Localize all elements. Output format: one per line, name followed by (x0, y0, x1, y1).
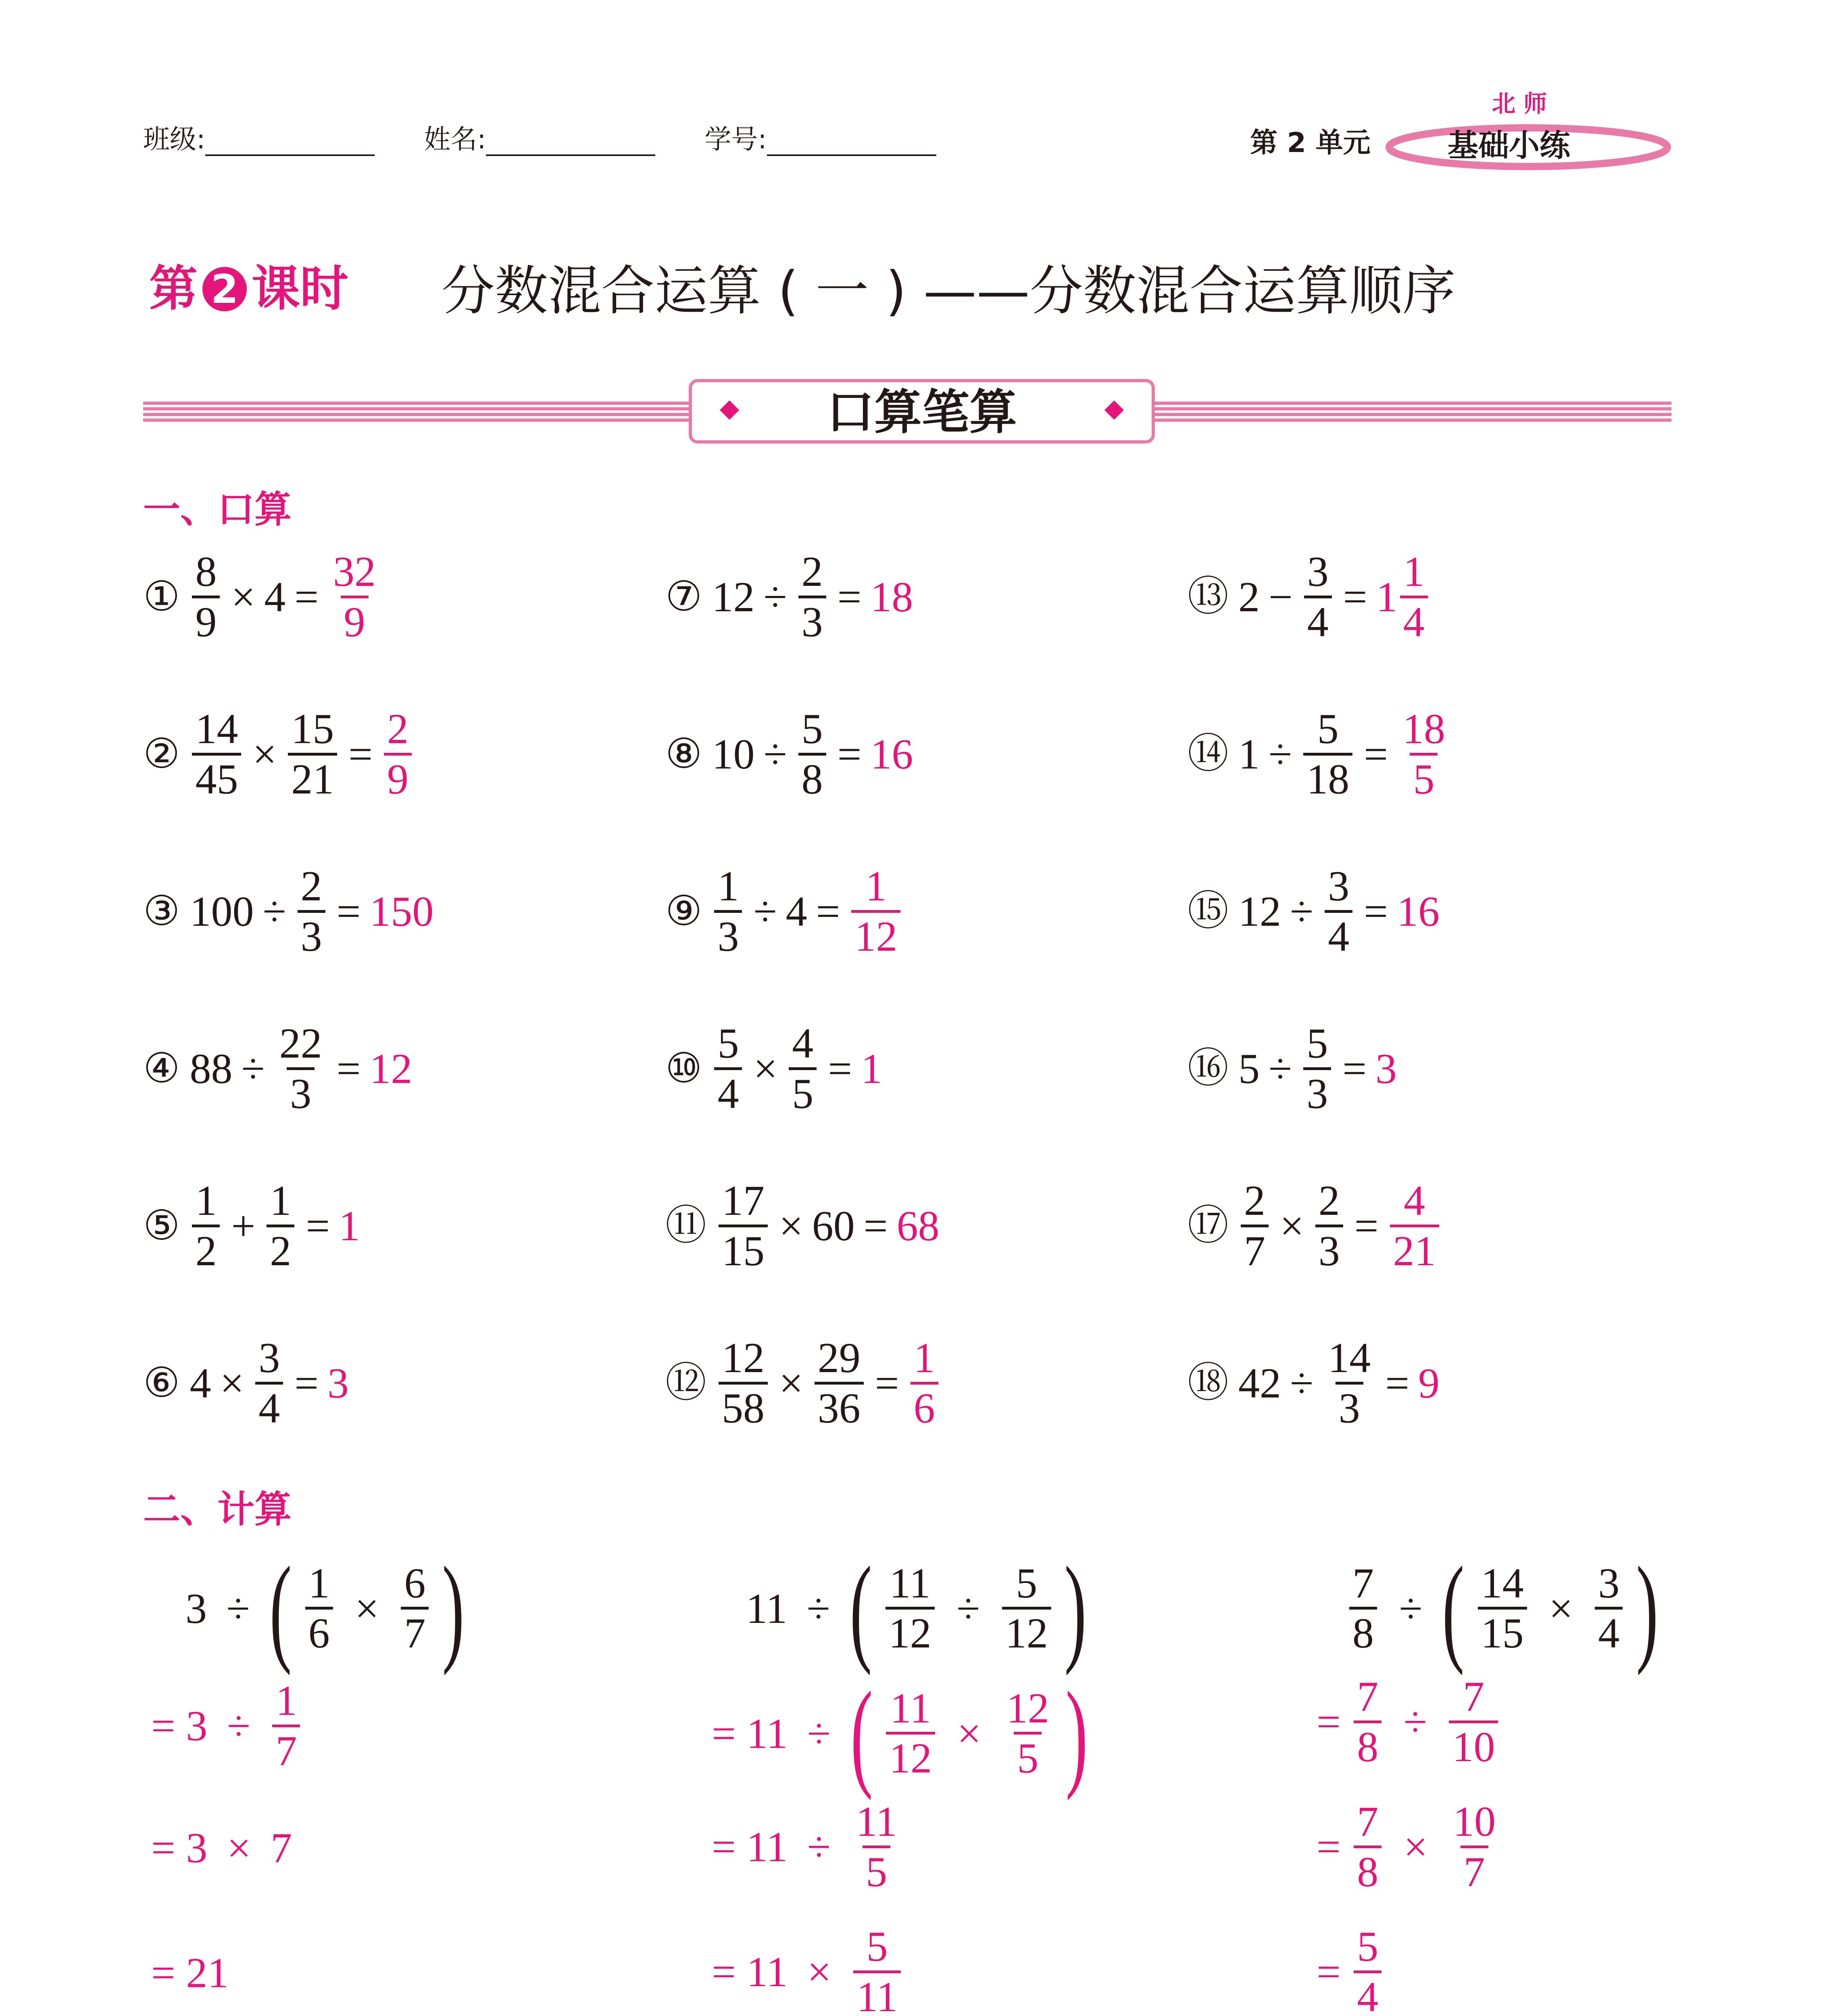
fraction (192, 1177, 220, 1275)
denominator: 2 (192, 1225, 220, 1275)
denominator: 5 (789, 1067, 817, 1118)
operator: × (779, 1202, 803, 1250)
fraction: $\frac{1}{6}$ (305, 1560, 333, 1658)
denominator: 6 (910, 1382, 938, 1433)
denominator: 21 (288, 753, 337, 804)
numerator: 29 (817, 1334, 860, 1381)
equals: = (336, 1045, 361, 1093)
fraction: $\frac{7}{8}$ (1354, 1798, 1381, 1896)
problem-number: ② (143, 731, 180, 777)
denominator: 3 (1303, 1067, 1331, 1118)
lesson-pre: 第 (149, 261, 198, 317)
operator: ÷ (763, 573, 787, 621)
oral-problem (665, 548, 913, 646)
denominator: 45 (192, 753, 241, 804)
operator: − (1269, 573, 1293, 621)
lesson-number (149, 250, 348, 319)
fraction (719, 1335, 768, 1432)
fraction (798, 706, 826, 803)
numerator: 1 (717, 862, 739, 910)
fraction (910, 1335, 938, 1432)
header-fields (143, 118, 936, 156)
equals: = (294, 1360, 319, 1407)
id-label: 学号: (704, 124, 767, 155)
fraction (298, 863, 325, 960)
denominator: 4 (714, 1067, 742, 1118)
numerator: 4 (792, 1020, 814, 1067)
calc-2-step-1: = 11 ÷ ( $\frac{11}{12}$ × $\frac{12}{5}$ ) (712, 1667, 1088, 1801)
fraction (815, 1335, 864, 1432)
problem-number: ⑫ (665, 1360, 706, 1406)
right-paren: ) (1636, 1542, 1658, 1676)
calc-3-step-2: = $\frac{7}{8}$ × $\frac{10}{7}$ (1317, 1798, 1501, 1896)
diamond-icon (720, 400, 739, 420)
lesson-post: 课时 (252, 261, 348, 317)
equals: = (828, 1045, 852, 1093)
oral-problem (143, 1177, 360, 1275)
problem-number: ⑩ (665, 1046, 702, 1092)
operand: 4 (190, 1360, 211, 1407)
numerator: 1 (865, 862, 887, 910)
answer (381, 705, 414, 803)
equals: = (306, 1202, 330, 1250)
oral-problem (1188, 706, 1451, 803)
oral-problem (143, 706, 414, 803)
problem-number: ⑰ (1188, 1203, 1229, 1249)
operator: × (1280, 1202, 1304, 1250)
problem-number: ④ (143, 1046, 180, 1092)
numerator: 1 (270, 1177, 292, 1224)
operator: × (220, 1360, 244, 1407)
fraction (192, 548, 220, 646)
denominator: 18 (1303, 753, 1352, 804)
right-paren: ) (442, 1542, 465, 1676)
problem-number: ⑮ (1188, 889, 1229, 935)
numerator: 1 (913, 1334, 935, 1381)
answer: 3 (327, 1360, 349, 1407)
equals: = (837, 731, 862, 778)
operator: ÷ (263, 888, 286, 935)
answer: 1 (861, 1045, 883, 1093)
numerator: 2 (300, 862, 322, 910)
equals: = (1364, 731, 1388, 778)
class-blank[interactable] (205, 130, 375, 156)
operator: ÷ (763, 731, 787, 778)
fraction (1303, 1020, 1331, 1118)
fraction: $\frac{11}{12}$ (886, 1685, 935, 1783)
operator: × (355, 1585, 379, 1632)
equals: = (816, 888, 840, 935)
unit-label: 第 2 单元 (1250, 127, 1371, 159)
calc-2-problem: 11 ÷ ( $\frac{11}{12}$ ÷ $\frac{5}{12}$ ) (746, 1542, 1087, 1676)
denominator: 3 (287, 1067, 315, 1118)
operator: ÷ (241, 1045, 265, 1093)
denominator: 3 (714, 910, 742, 961)
numerator: 1 (1403, 548, 1425, 595)
fraction: $\frac{12}{5}$ (1006, 1684, 1049, 1782)
fraction (255, 1335, 283, 1432)
fraction (288, 706, 337, 803)
numerator: 8 (195, 548, 217, 595)
right-paren: ) (1065, 1667, 1088, 1801)
name-blank[interactable] (486, 130, 655, 156)
fraction (267, 1177, 294, 1275)
numerator: 3 (1328, 862, 1350, 910)
problem-number: ③ (143, 889, 180, 935)
operand: 3 (185, 1585, 207, 1632)
denominator: 12 (851, 910, 900, 961)
numerator: 14 (1328, 1334, 1371, 1381)
problem-number: ⑱ (1188, 1360, 1229, 1406)
banner-box (689, 379, 1155, 444)
denominator: 21 (1390, 1225, 1439, 1275)
answer: 1 (1376, 573, 1398, 621)
denominator: 4 (1400, 596, 1428, 646)
operand: 100 (190, 888, 254, 935)
denominator: 4 (1325, 910, 1352, 961)
diamond-icon (1104, 400, 1124, 420)
answer: 68 (896, 1202, 940, 1250)
fraction (851, 863, 900, 960)
left-paren: ( (269, 1542, 292, 1676)
problem-number: ⑬ (1188, 574, 1229, 620)
numerator: 4 (1404, 1177, 1425, 1224)
calc-3-step-3: = $\frac{5}{4}$ (1317, 1923, 1384, 2016)
numerator: 2 (1318, 1177, 1340, 1224)
fraction: $\frac{5}{4}$ (1354, 1923, 1381, 2016)
numerator: 2 (1244, 1177, 1265, 1224)
left-paren: ( (1442, 1542, 1465, 1676)
equals: = (863, 1202, 888, 1250)
equals: = (837, 573, 862, 621)
calc-1-problem (185, 1542, 465, 1676)
operand: 60 (812, 1202, 855, 1250)
fraction (1390, 1177, 1439, 1275)
equals: = (1364, 888, 1388, 935)
problem-number: ⑧ (665, 731, 702, 777)
operand: 5 (1238, 1045, 1260, 1093)
fraction (714, 863, 742, 960)
oral-problem (1188, 548, 1430, 646)
answer: 3 (1375, 1045, 1397, 1093)
fraction: $\frac{5}{12}$ (1002, 1560, 1051, 1658)
denominator: 9 (192, 596, 220, 646)
fraction (1325, 1335, 1374, 1432)
numerator: 5 (1306, 1020, 1328, 1067)
left-paren: ( (850, 1667, 873, 1801)
denominator: 9 (384, 753, 412, 804)
fraction (330, 548, 379, 646)
equals: = (1354, 1202, 1379, 1250)
fraction: $\frac{3}{4}$ (1595, 1560, 1623, 1658)
operand: 12 (1238, 888, 1281, 935)
equals: = (1342, 1045, 1367, 1093)
fraction (192, 706, 241, 803)
calc-1-step-1: = 3 ÷ $\frac{1}{7}$ (151, 1677, 302, 1775)
operand: 4 (264, 573, 286, 621)
fraction: $\frac{5}{11}$ (853, 1923, 901, 2016)
brand-main: 基础小练 (1448, 127, 1570, 163)
answer (1397, 705, 1451, 803)
operand: 42 (1238, 1360, 1281, 1407)
banner-title: 口算笔算 (826, 384, 1017, 440)
answer (1388, 1177, 1442, 1275)
fraction: $\frac{14}{15}$ (1478, 1560, 1527, 1658)
fraction: $\frac{7}{8}$ (1349, 1560, 1377, 1658)
operator: ÷ (226, 1585, 250, 1632)
oral-problem (143, 1020, 412, 1118)
numerator: 2 (387, 705, 409, 752)
answer (849, 862, 903, 960)
oral-problem (665, 706, 913, 803)
fraction (1399, 706, 1448, 803)
problem-number: ⑯ (1188, 1046, 1229, 1092)
oral-problem (143, 863, 433, 960)
operator: × (252, 731, 277, 778)
operator: × (231, 573, 256, 621)
brand-sub: 北 师 (1492, 90, 1547, 117)
equals: = (348, 731, 373, 778)
denominator: 3 (298, 910, 325, 961)
section1-title: 一、口算 (143, 488, 292, 531)
numerator: 15 (291, 705, 334, 752)
oral-problem (665, 1020, 882, 1118)
problem-number: ⑦ (665, 574, 702, 620)
operator: ÷ (1290, 1360, 1314, 1407)
problem-number: ⑪ (665, 1203, 706, 1249)
lesson-title: 分数混合运算 ( 一 ) ——分数混合运算顺序 (442, 260, 1456, 322)
answer: 1 (339, 1202, 360, 1250)
fraction: $\frac{1}{7}$ (272, 1677, 300, 1775)
fraction: $\frac{11}{12}$ (885, 1560, 935, 1658)
fraction (1303, 706, 1352, 803)
operand: 4 (785, 888, 807, 935)
denominator: 2 (267, 1225, 294, 1275)
fraction (1304, 548, 1332, 646)
numerator: 5 (1317, 705, 1339, 752)
oral-problem (665, 863, 903, 960)
denominator: 3 (1336, 1382, 1363, 1433)
problem-number: ⑨ (665, 889, 702, 935)
fraction (384, 706, 412, 803)
denominator: 3 (798, 596, 826, 646)
lesson-num-badge: 2 (202, 267, 247, 311)
operator: ÷ (1290, 888, 1314, 935)
fraction (276, 1020, 325, 1118)
equals: = (294, 573, 319, 621)
fraction (789, 1020, 817, 1118)
answer: 18 (870, 573, 913, 621)
equals: = (1343, 573, 1367, 621)
numerator: 2 (801, 548, 823, 595)
fraction (1315, 1177, 1343, 1275)
answer: 150 (369, 888, 434, 935)
problem-number: ⑥ (143, 1360, 180, 1406)
fraction (1325, 863, 1352, 960)
id-blank[interactable] (767, 130, 936, 156)
denominator: 4 (1304, 596, 1332, 646)
oral-problem (665, 1335, 941, 1432)
answer: 16 (1396, 888, 1440, 935)
fraction (798, 548, 826, 646)
equals: = (875, 1360, 899, 1407)
calc-3-problem: $\frac{7}{8}$ ÷ ( $\frac{14}{15}$ × $\frac{3}{4}$ ) (1347, 1548, 1658, 1669)
answer (327, 548, 381, 646)
operand: 1 (1238, 731, 1260, 778)
denominator: 36 (815, 1382, 864, 1433)
operator: ÷ (1269, 731, 1292, 778)
fraction: $\frac{10}{7}$ (1453, 1798, 1496, 1895)
fraction: $\frac{7}{8}$ (1354, 1673, 1381, 1771)
answer: 9 (1418, 1360, 1440, 1407)
oral-problem (143, 548, 381, 646)
problem-number: ⑭ (1188, 731, 1229, 777)
class-label: 班级: (143, 124, 206, 155)
fraction: $\frac{6}{7}$ (401, 1560, 429, 1658)
operand: 10 (712, 731, 755, 778)
problem-number: ⑤ (143, 1203, 180, 1249)
denominator: 3 (1315, 1225, 1343, 1275)
fraction (1400, 548, 1428, 646)
numerator: 5 (717, 1020, 739, 1067)
equals: = (1385, 1360, 1409, 1407)
answer: 16 (870, 731, 913, 778)
operator: + (231, 1202, 256, 1250)
denominator: 15 (719, 1225, 768, 1275)
numerator: 12 (722, 1334, 765, 1381)
calc-2-step-2: = 11 ÷ $\frac{11}{5}$ (712, 1798, 903, 1896)
right-paren: ) (1064, 1542, 1087, 1676)
operand: 12 (712, 573, 755, 621)
fraction (719, 1177, 768, 1275)
calc-1-step-2: = 3 × 7 (151, 1824, 292, 1872)
denominator: 9 (341, 596, 369, 646)
numerator: 3 (1307, 548, 1329, 595)
operator: ÷ (753, 888, 777, 935)
fraction: $\frac{11}{5}$ (856, 1798, 897, 1895)
oral-problem (1188, 1335, 1440, 1432)
calc-1-step-3: = 21 (151, 1949, 229, 1997)
oral-problem (1188, 1177, 1442, 1275)
operator: ÷ (1269, 1045, 1292, 1093)
section2-title: 二、计算 (143, 1488, 292, 1531)
denominator: 4 (255, 1382, 283, 1433)
numerator: 14 (195, 705, 238, 752)
fraction: $\frac{7}{10}$ (1449, 1673, 1498, 1771)
numerator: 17 (722, 1177, 765, 1224)
denominator: 5 (1410, 753, 1438, 804)
numerator: 32 (333, 548, 376, 595)
answer (908, 1334, 941, 1432)
equals: = (151, 1702, 175, 1750)
numerator: 22 (279, 1020, 322, 1067)
oral-problem (665, 1177, 940, 1275)
operator: × (779, 1360, 803, 1407)
fraction (1241, 1177, 1269, 1275)
operand: 2 (1238, 573, 1260, 621)
denominator: 7 (1241, 1225, 1269, 1275)
denominator: 58 (719, 1382, 768, 1433)
name-label: 姓名: (424, 124, 486, 155)
equals: = (336, 888, 361, 935)
operator: × (753, 1045, 778, 1093)
numerator: 5 (801, 705, 823, 752)
oral-problem (143, 1335, 349, 1432)
numerator: 1 (195, 1177, 217, 1224)
calc-2-step-3: = 11 × $\frac{5}{11}$ (712, 1923, 903, 2016)
numerator: 18 (1402, 705, 1445, 752)
denominator: 8 (798, 753, 826, 804)
problem-number: ① (143, 574, 180, 620)
answer: 12 (369, 1045, 413, 1093)
calc-3-step-1: = $\frac{7}{8}$ ÷ $\frac{7}{10}$ (1317, 1673, 1500, 1771)
left-paren: ( (850, 1542, 872, 1676)
fraction (714, 1020, 742, 1118)
operand: 88 (190, 1045, 233, 1093)
oral-problem (1188, 863, 1440, 960)
numerator: 3 (258, 1334, 280, 1381)
oral-problem (1188, 1020, 1397, 1118)
